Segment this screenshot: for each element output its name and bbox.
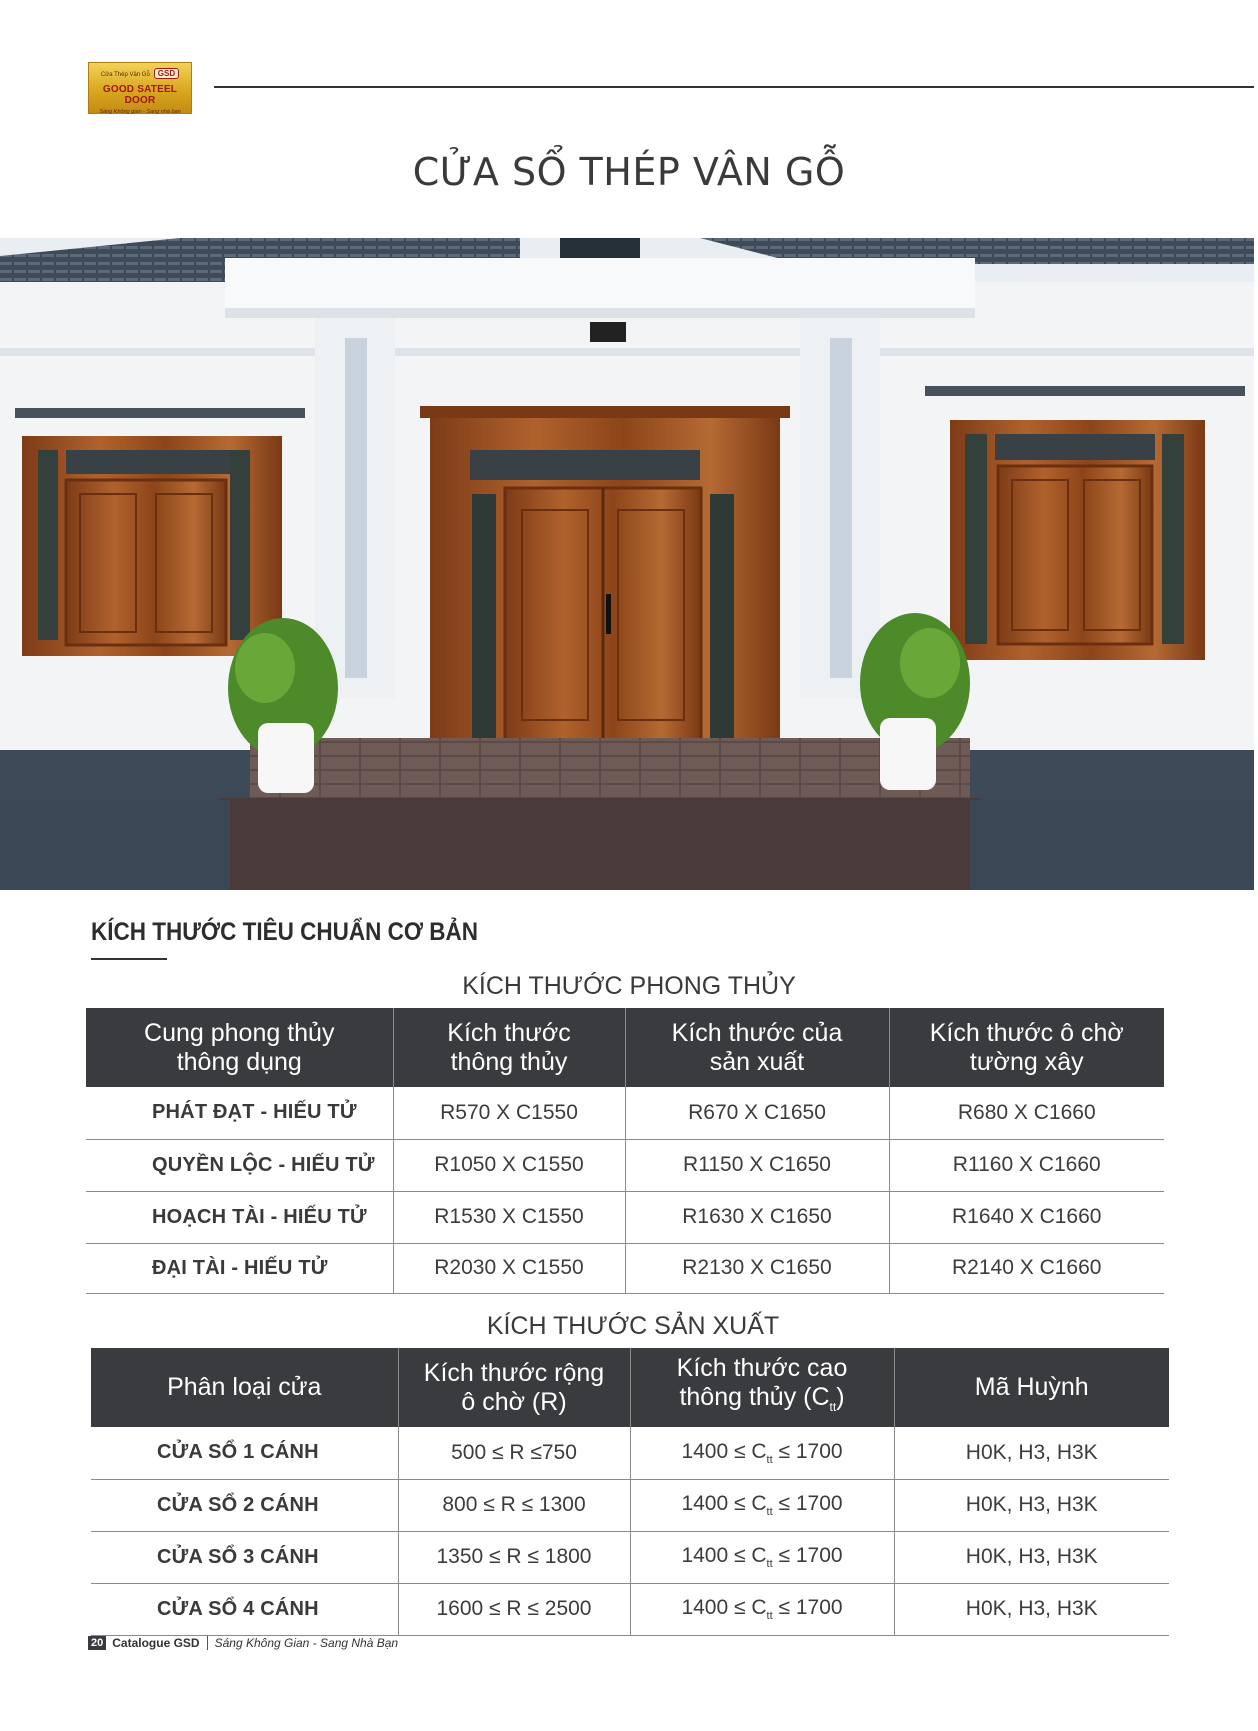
table-row (86, 1139, 1164, 1191)
table-cell: 500 ≤ R ≤750 (398, 1427, 630, 1479)
brand-logo (88, 62, 192, 114)
table-cell: R1530 X C1550 (393, 1191, 625, 1243)
table-cell: $1400 \le C_{tt} \le 1700$ (630, 1427, 894, 1479)
table-cell: $1400 \le C_{tt} \le 1700$ (630, 1479, 894, 1531)
table-cell: R1050 X C1550 (393, 1139, 625, 1191)
feng-shui-size-table (86, 1008, 1164, 1294)
table2-caption: KÍCH THƯỚC SẢN XUẤT (486, 1312, 780, 1340)
row-label: QUYỀN LỘC - HIẾU TỬ (86, 1139, 393, 1191)
table-row (91, 1479, 1169, 1531)
logo-line1: Cửa Thép Vân Gỗ (100, 72, 150, 78)
table2-header-2: Kích thước rộng ô chờ (R) (423, 1358, 605, 1416)
page-number: 20 (88, 1636, 106, 1650)
logo-mark: GSD (154, 68, 179, 79)
table-cell: R1150 X C1650 (625, 1139, 889, 1191)
table-row (91, 1427, 1169, 1479)
row-label: ĐẠI TÀI - HIẾU TỬ (86, 1243, 393, 1293)
table-cell: R570 X C1550 (393, 1087, 625, 1139)
table-row (91, 1531, 1169, 1583)
table-cell: $1400 \le C_{tt} \le 1700$ (630, 1531, 894, 1583)
table2-header (630, 1348, 894, 1427)
page-footer (88, 1636, 398, 1650)
table2-header (91, 1348, 398, 1427)
table1-header (393, 1008, 625, 1087)
table-cell: H0K, H3, H3K (894, 1479, 1169, 1531)
table-cell: H0K, H3, H3K (894, 1531, 1169, 1583)
row-label: CỬA SỔ 1 CÁNH (91, 1427, 398, 1479)
table2-header-4: Mã Huỳnh (974, 1373, 1089, 1401)
table-cell: R2130 X C1650 (625, 1243, 889, 1293)
table1-header-4: Kích thước ô chờ tường xây (929, 1018, 1124, 1076)
row-label: CỬA SỔ 3 CÁNH (91, 1531, 398, 1583)
table1-header (625, 1008, 889, 1087)
table1-header (86, 1008, 393, 1087)
house-photo (0, 238, 1254, 890)
table1-header (889, 1008, 1164, 1087)
table-cell: $1400 \le C_{tt} \le 1700$ (630, 1583, 894, 1635)
table1-header-1: Cung phong thủy thông dụng (144, 1018, 335, 1076)
table-cell: R1160 X C1660 (889, 1139, 1164, 1191)
table-cell: R1630 X C1650 (625, 1191, 889, 1243)
table-cell: H0K, H3, H3K (894, 1583, 1169, 1635)
row-label: CỬA SỔ 4 CÁNH (91, 1583, 398, 1635)
table-row (86, 1243, 1164, 1293)
table-cell: R2140 X C1660 (889, 1243, 1164, 1293)
row-label: HOẠCH TÀI - HIẾU TỬ (86, 1191, 393, 1243)
row-label: PHÁT ĐẠT - HIẾU TỬ (86, 1087, 393, 1139)
table2-header (894, 1348, 1169, 1427)
logo-tagline: Sáng Không gian - Sang nhà bạn (99, 109, 181, 115)
table-cell: 1600 ≤ R ≤ 2500 (398, 1583, 630, 1635)
footer-slogan: Sáng Không Gian - Sang Nhà Bạn (214, 1636, 399, 1650)
table-cell: 800 ≤ R ≤ 1300 (398, 1479, 630, 1531)
production-size-table (91, 1348, 1169, 1636)
table-cell: H0K, H3, H3K (894, 1427, 1169, 1479)
table-cell: R680 X C1660 (889, 1087, 1164, 1139)
table-row (86, 1191, 1164, 1243)
table2-header (398, 1348, 630, 1427)
header-rule (214, 86, 1254, 88)
table-cell: R1640 X C1660 (889, 1191, 1164, 1243)
section-heading: KÍCH THƯỚC TIÊU CHUẨN CƠ BẢN (91, 918, 479, 946)
catalogue-label: Catalogue GSD (112, 1636, 200, 1650)
table-row (86, 1087, 1164, 1139)
table-cell: R670 X C1650 (625, 1087, 889, 1139)
logo-name: GOOD SATEEL DOOR (102, 84, 178, 106)
footer-divider (207, 1636, 208, 1650)
table1-caption: KÍCH THƯỚC PHONG THỦY (462, 972, 796, 1000)
table1-header-2: Kích thước thông thủy (447, 1018, 571, 1076)
table1-header-3: Kích thước của sản xuất (671, 1018, 843, 1076)
table-row (91, 1583, 1169, 1635)
table2-header-1: Phân loại cửa (167, 1373, 322, 1401)
section-rule (91, 958, 167, 960)
page-title: CỬA SỔ THÉP VÂN GỖ (412, 150, 846, 194)
table-cell: R2030 X C1550 (393, 1243, 625, 1293)
table-cell: 1350 ≤ R ≤ 1800 (398, 1531, 630, 1583)
table2-header-3: Kích thước cao thông thủy $(C_{tt})$ (676, 1353, 848, 1414)
row-label: CỬA SỔ 2 CÁNH (91, 1479, 398, 1531)
